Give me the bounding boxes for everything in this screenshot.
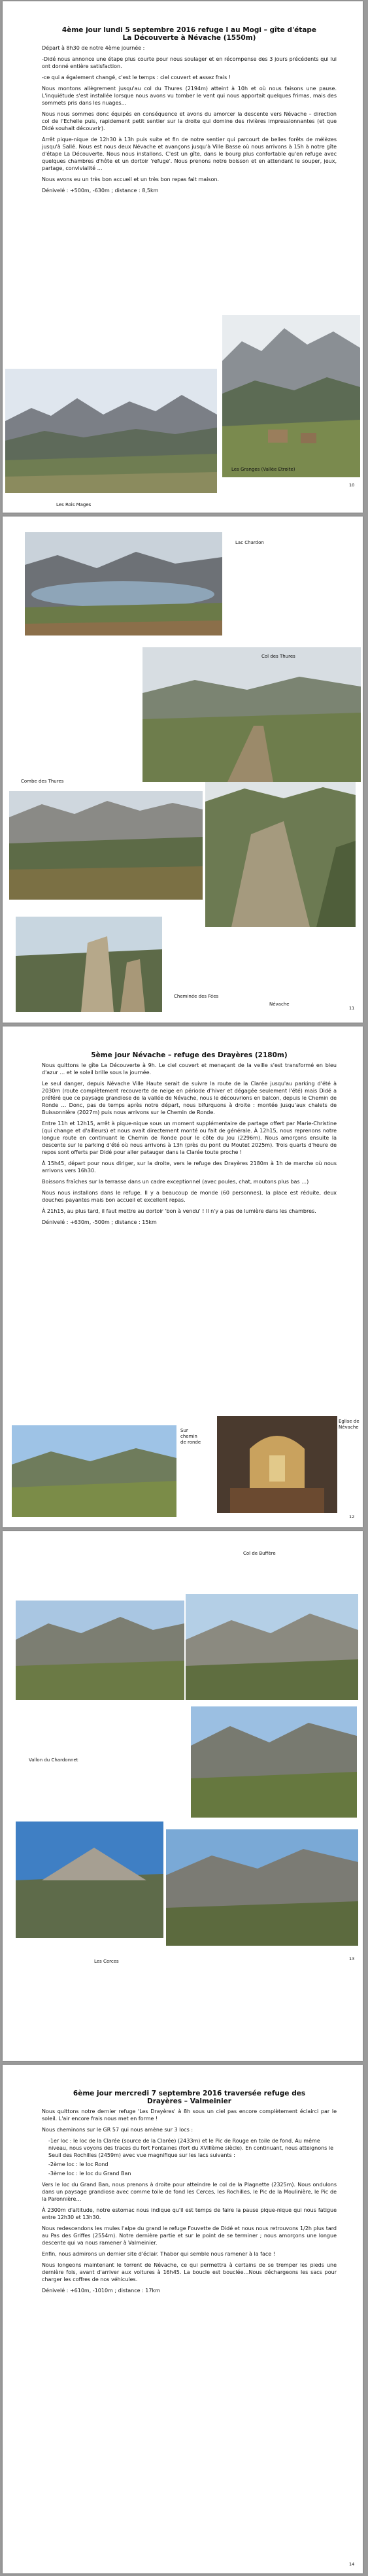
paragraph: -ce qui a également changé, c'est le temps : ciel couvert et assez frais ! (42, 75, 231, 80)
page-number: 11 (349, 1006, 355, 1011)
page3-text (3, 1026, 363, 1226)
caption-combe-thures: Combe des Thures (21, 779, 64, 784)
photo-col-thures (142, 647, 361, 782)
stats-line: Dénivelé : +610m, -1010m ; distance : 17km (42, 2288, 160, 2294)
paragraph: À 15h45, départ pour nous diriger, sur la droite, vers le refuge des Drayères 2180m à 1h de marche où nous arrivons vers 16h30. (42, 1161, 337, 1174)
paragraph: Départ à 8h30 de notre 4ème journée : (42, 45, 145, 51)
photo-col-buffere-2 (186, 1594, 358, 1700)
photo-cerces-2 (166, 1829, 358, 1946)
page3-title: 5ème jour Névache – refuge des Drayères (2180m) (91, 1051, 288, 1059)
list-item: -2ème loc : le loc Rond (48, 2161, 109, 2167)
photo-col-buffere-1 (16, 1601, 184, 1700)
photo-combe-thures (9, 791, 203, 900)
document-page-3 (3, 1026, 363, 1527)
caption-cheminee-fees: Cheminée des Fées (174, 994, 219, 999)
caption-eglise: Eglise de Névache (339, 1419, 360, 1430)
paragraph: À 21h15, au plus tard, il faut mettre au dortoir 'bon à vendu' ! Il n'y a pas de lumière dans les chambres. (42, 1208, 316, 1214)
page1-title-line2: La Découverte à Névache (1550m) (122, 34, 256, 42)
page5-text (3, 2065, 363, 2294)
page-number: 13 (349, 1956, 355, 1961)
paragraph: Nous nous sommes donc équipés en conséquence et avons du amorcer la descente vers Névache – direction col de l'Echelle puis, rapidement petit sentier sur la droite qui domine des rivières impressionnantes (et que Didé souhait découvrir). (42, 111, 337, 131)
photo-cheminee-fees (16, 917, 162, 1012)
photo-granges (222, 315, 360, 477)
lakes-list (48, 2137, 337, 2177)
paragraph: Enfin, nous admirons un dernier site d'éclair. Thabor qui semble nous ramener à la face ! (42, 2251, 275, 2257)
paragraph: Entre 11h et 12h15, arrêt à pique-nique sous un moment supplémentaire de partage offert par Marie-Christine (qui change et d'ailleurs) et nous avait directement monté ou fait de générale. À 12h15, nous reprenons notre longue route en continuant le Chemin de Ronde pour le côte du Jou (2296m). Nous amorçons ensuite la descente sur le parking d'été où nous arrivons à 13h (près du pont du Moutet 2025m). Trois quarts d'heure de repos sont offerts par Didé pour aller patauger dans la Clarée toute proche ! (42, 1121, 337, 1155)
paragraph: Nous quittons le gîte La Découverte à 9h. Le ciel couvert et menaçant de la veille s'est transformé en bleu d'azur … et le soleil brille sous la journée. (42, 1062, 337, 1076)
page5-title-line2: Drayères – Valmeinier (146, 2097, 231, 2105)
page-number: 10 (349, 483, 355, 488)
paragraph: -Didé nous annonce une étape plus courte pour nous soulager et en récompense des 3 jours précédents qui lui ont donné entière satisfaction. (42, 56, 337, 69)
paragraph: Nous redescendons les mules l'alpe du grand le refuge Fouvette de Didé et nous nous retrouvons 1/2h plus tard au Pas des Griffes (2554m). Notre dernière partie et sur le point de se terminer ; nous amorçons une longue descente qui va nous ramener à Valmeinier. (42, 2226, 337, 2246)
caption-chemin-ronde: Sur chemin de ronde (180, 1428, 201, 1445)
caption-rois-mages: Les Rois Mages (56, 502, 92, 507)
document-page-2 (3, 517, 363, 1023)
page1-text (3, 1, 363, 194)
caption-granges: Les Granges (Vallée Etroite) (231, 467, 295, 472)
page-number: 14 (349, 2562, 355, 2567)
page5-title-line1: 6ème jour mercredi 7 septembre 2016 traversée refuge des (73, 2090, 306, 2097)
paragraph: Boissons fraîches sur la terrasse dans un cadre exceptionnel (avec poules, chat, moutons plus bas …) (42, 1179, 309, 1185)
stats-line: Dénivelé : +500m, -630m ; distance : 8,5km (42, 188, 159, 194)
list-item: -3ème loc : le loc du Grand Ban (48, 2171, 131, 2177)
paragraph: Nous quittons notre dernier refuge 'Les Drayères' à 8h sous un ciel pas encore complètement éclairci par le soleil. L'air encore frais nous met en forme ! (42, 2109, 337, 2122)
paragraph: Nous montons allègrement jusqu'au col du Thures (2194m) atteint à 10h et où nous faisons une pause. L'inquiétude s'est installée lorsque nous avons vu tomber le vent qui nous apportait quelques frimas, mais des sommets pris dans les nuages… (42, 86, 337, 106)
photo-vallon-chardonnet (191, 1706, 357, 1818)
paragraph: Nous nous installons dans le refuge. Il y a beaucoup de monde (60 personnes), la place est réduite, deux douches payantes mais bon accueil et excellent repas. (42, 1190, 337, 1203)
caption-lac-chardon: Lac Chardon (235, 540, 264, 545)
paragraph: Le seul danger, depuis Névache Ville Haute serait de suivre la route de la Clarée jusqu'au parking d'été à 2030m (route complètement recouverte de neige en période d'hiver et dégagée seulement l'été) mais Didé a préféré que ce paysage grandiose de la vallée de Névache, nous le découvrions en balcon, depuis le Chemin de Ronde … Donc, pas de temps après notre départ, nous bifurquons à droite : montée jusqu'aux chalets de Buissonnière (2027m) puis nous arrivons sur le Chemin de Ronde. (42, 1081, 337, 1115)
photo-lac-chardon (25, 532, 222, 636)
paragraph: Nous cheminons sur le GR 57 qui nous amène sur 3 locs : (42, 2127, 193, 2133)
caption-nevache: Névache (269, 1002, 290, 1007)
document-page-4 (3, 1531, 363, 2061)
stats-line: Dénivelé : +630m, -500m ; distance : 15km (42, 1219, 157, 1225)
caption-cerces: Les Cerces (94, 1959, 119, 1964)
photo-nevache (205, 782, 356, 927)
paragraph: À 2300m d'altitude, notre estomac nous indique qu'il est temps de faire la pause pique-nique qui nous fatigue entre 12h30 et 13h30. (42, 2207, 337, 2220)
photo-cerces-1 (16, 1822, 163, 1938)
document-page-1 (3, 1, 363, 513)
paragraph: Vers le loc du Grand Ban, nous prenons à droite pour atteindre le col de la Plagnette (2325m). Nous ondulons dans un paysage grandiose avec comme toile de fond les Cerces, les Rochilles, le Pic de la Moulinière, le Pic de la Paronnière… (42, 2182, 337, 2202)
page-number: 12 (349, 1514, 355, 1519)
caption-col-buffere: Col de Buffère (243, 1551, 276, 1556)
paragraph: Nous longeons maintenant le torrent de Névache, ce qui permettra à certains de se tremper les pieds une dernière fois, avant d'arriver aux voitures à 16h45. La boucle est bouclée…Nous déchargeons les sacs pour charger les coffres de nos véhicules. (42, 2262, 337, 2282)
photo-chemin-ronde (12, 1425, 176, 1517)
document-page-5 (3, 2065, 363, 2573)
paragraph: Nous avons eu un très bon accueil et un très bon repas fait maison. (42, 177, 220, 182)
photo-rois-mages (5, 369, 217, 493)
caption-vallon-chardonnet: Vallon du Chardonnet (29, 1757, 78, 1763)
list-item: -1er loc : le loc de la Clarée (source de la Clarée) (2433m) et le Pic de Rouge en toile de fond. Au même niveau, nous voyons des traces du fort Fontaines (fort du XVIIIème siècle). En continuant, nous atteignons le Seuil des Rochilles (2459m) avec vue magnifique sur les lacs suivants : (48, 2138, 334, 2158)
caption-col-thures: Col des Thures (261, 654, 295, 659)
page5-title (42, 2090, 337, 2105)
photo-eglise (217, 1416, 337, 1513)
paragraph: Arrêt pique-nique de 12h30 à 13h puis suite et fin de notre sentier qui parcourt de belles forêts de mélèzes jusqu'à Sallé. Nous est nous deux Névache et avançons jusqu'à Ville Basse où nous arrivons à 15h à notre gîte d'étape La Découverte. Nous nous installons. C'est un gîte, dans le bourg plus confortable qu'en refuge avec quelques chambres d'hôte et un dortoir 'refuge'. Nous prenons notre boisson et en attendant le souper, jeux, partage, convivialité … (42, 137, 337, 171)
page1-title-line1: 4ème jour lundi 5 septembre 2016 refuge I au Mogi – gîte d'étape (61, 26, 317, 34)
page1-title (42, 26, 337, 42)
